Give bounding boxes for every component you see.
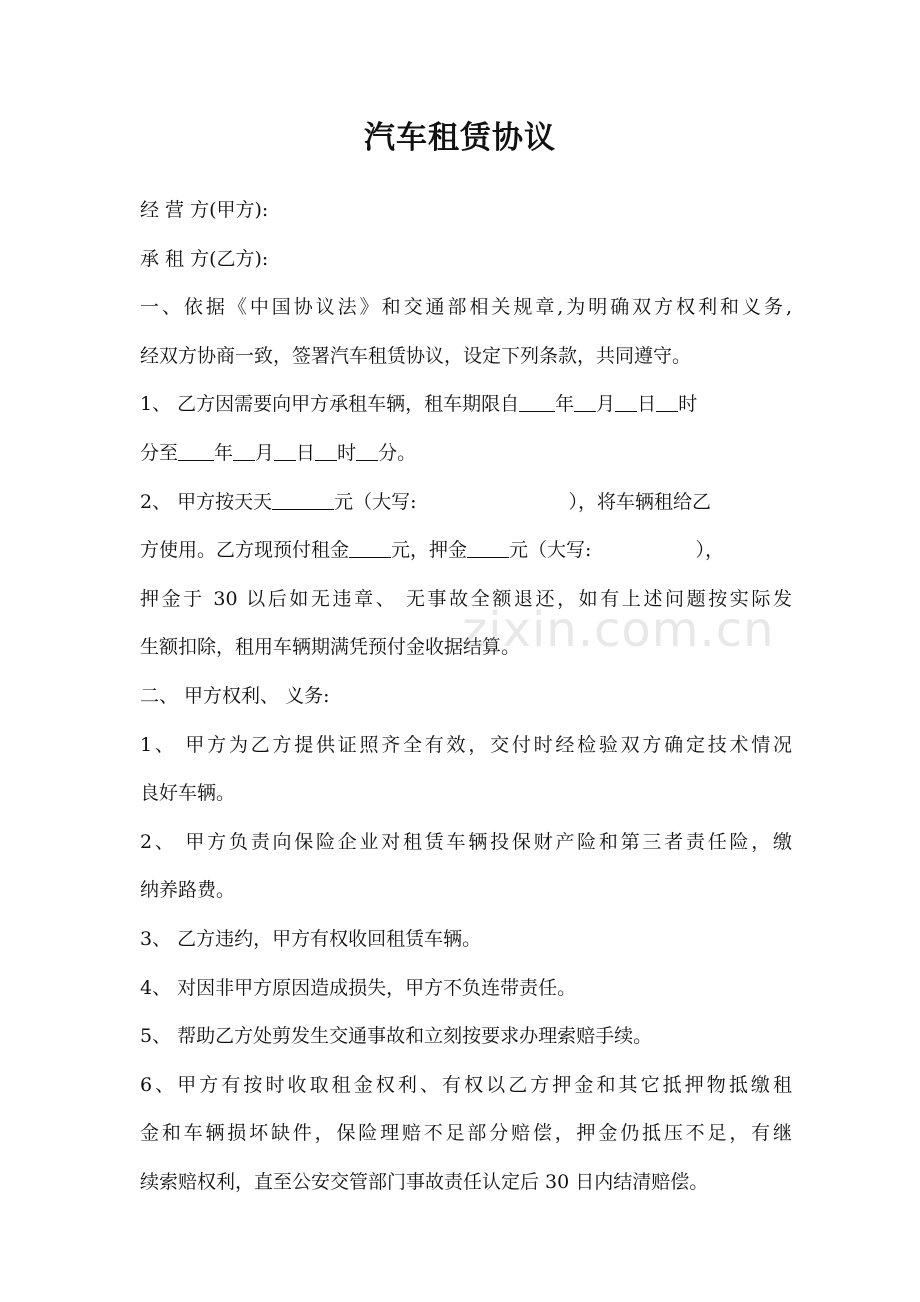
clause-1-line-2-start: 分至	[140, 441, 179, 464]
start-day-blank[interactable]	[615, 391, 637, 412]
end-day-label: 日	[296, 441, 316, 464]
intro-line-2: 经双方协商一致，签署汽车租赁协议，设定下列条款，共同遵守。	[140, 344, 692, 367]
prepaid-rent-blank[interactable]	[349, 537, 391, 558]
start-month-blank[interactable]	[574, 391, 596, 412]
end-month-label: 月	[255, 441, 275, 464]
prepaid-rent-text: 方使用。乙方现预付租金	[140, 539, 350, 562]
section-2-item-1-line-1: 1、 甲方为乙方提供证照齐全有效，交付时经检验双方确定技术情况	[140, 733, 792, 756]
end-month-blank[interactable]	[233, 440, 255, 461]
end-hour-blank[interactable]	[315, 440, 337, 461]
day-label: 日	[637, 393, 657, 416]
end-minute-label: 分。	[378, 441, 417, 464]
start-hour-blank[interactable]	[656, 391, 678, 412]
daily-rent-blank[interactable]	[272, 489, 334, 510]
start-year-blank[interactable]	[519, 391, 555, 412]
section-2-item-6-line-3: 续索赔权利，直至公安交管部门事故责任认定后 30 日内结清赔偿。	[140, 1170, 709, 1193]
rent-close-text: ），将车辆租给乙	[568, 490, 712, 513]
clause-2-text: 2、 甲方按天天	[140, 490, 273, 513]
clause-2-line-3: 押金于 30 以后如无违章、 无事故全额退还，如有上述问题按实际发	[140, 587, 792, 610]
document-body	[140, 186, 792, 1206]
year-label: 年	[555, 393, 575, 416]
end-year-blank[interactable]	[178, 440, 214, 461]
document-title: 汽车租赁协议	[364, 120, 556, 156]
hour-label: 时	[678, 393, 698, 416]
section-2-item-6-line-2: 金和车辆损坏缺件，保险理赔不足部分赔偿，押金仍抵压不足，有继	[140, 1122, 792, 1145]
clause-2-line-1	[140, 478, 792, 527]
section-2-item-2-line-1: 2、 甲方负责向保险企业对租赁车辆投保财产险和第三者责任险，缴	[140, 830, 792, 853]
month-label: 月	[596, 393, 616, 416]
end-day-blank[interactable]	[274, 440, 296, 461]
section-2-item-6-line-1: 6、甲方有按时收取租金权利、有权以乙方押金和其它抵押物抵缴租	[140, 1073, 792, 1096]
end-year-label: 年	[214, 441, 234, 464]
section-2-item-4: 4、 对因非甲方原因造成损失，甲方不负连带责任。	[140, 976, 577, 999]
party-a-line: 经 营 方(甲方):	[140, 199, 269, 221]
deposit-label: 元，押金	[391, 539, 468, 562]
clause-1-line-2	[140, 429, 792, 478]
deposit-blank[interactable]	[467, 537, 509, 558]
clause-2-line-2	[140, 526, 792, 575]
section-2-item-3: 3、 乙方违约，甲方有权收回租赁车辆。	[140, 927, 482, 950]
section-2-heading: 二、 甲方权利、 义务:	[140, 684, 330, 707]
end-hour-label: 时	[337, 441, 357, 464]
clause-1-text: 1、 乙方因需要向甲方承租车辆，租车期限自	[140, 393, 520, 416]
rent-yuan-label: 元（大写:	[334, 490, 417, 513]
section-2-item-5: 5、 帮助乙方处剪发生交通事故和立刻按要求办理索赔手续。	[140, 1025, 653, 1048]
watermark: zixin.com.cn	[462, 602, 775, 658]
party-b-line: 承 租 方(乙方):	[140, 247, 269, 270]
intro-line-1: 一、依据《中国协议法》和交通部相关规章,为明确双方权利和义务,	[140, 296, 792, 319]
deposit-close-text: ），	[695, 539, 724, 562]
deposit-yuan-label: 元（大写:	[509, 539, 592, 562]
end-minute-blank[interactable]	[356, 440, 378, 461]
clause-2-line-4: 生额扣除，租用车辆期满凭预付金收据结算。	[140, 636, 521, 659]
section-2-item-1-line-2: 良好车辆。	[140, 782, 236, 805]
section-2-item-2-line-2: 纳养路费。	[140, 879, 236, 902]
clause-1-line-1	[140, 380, 792, 429]
